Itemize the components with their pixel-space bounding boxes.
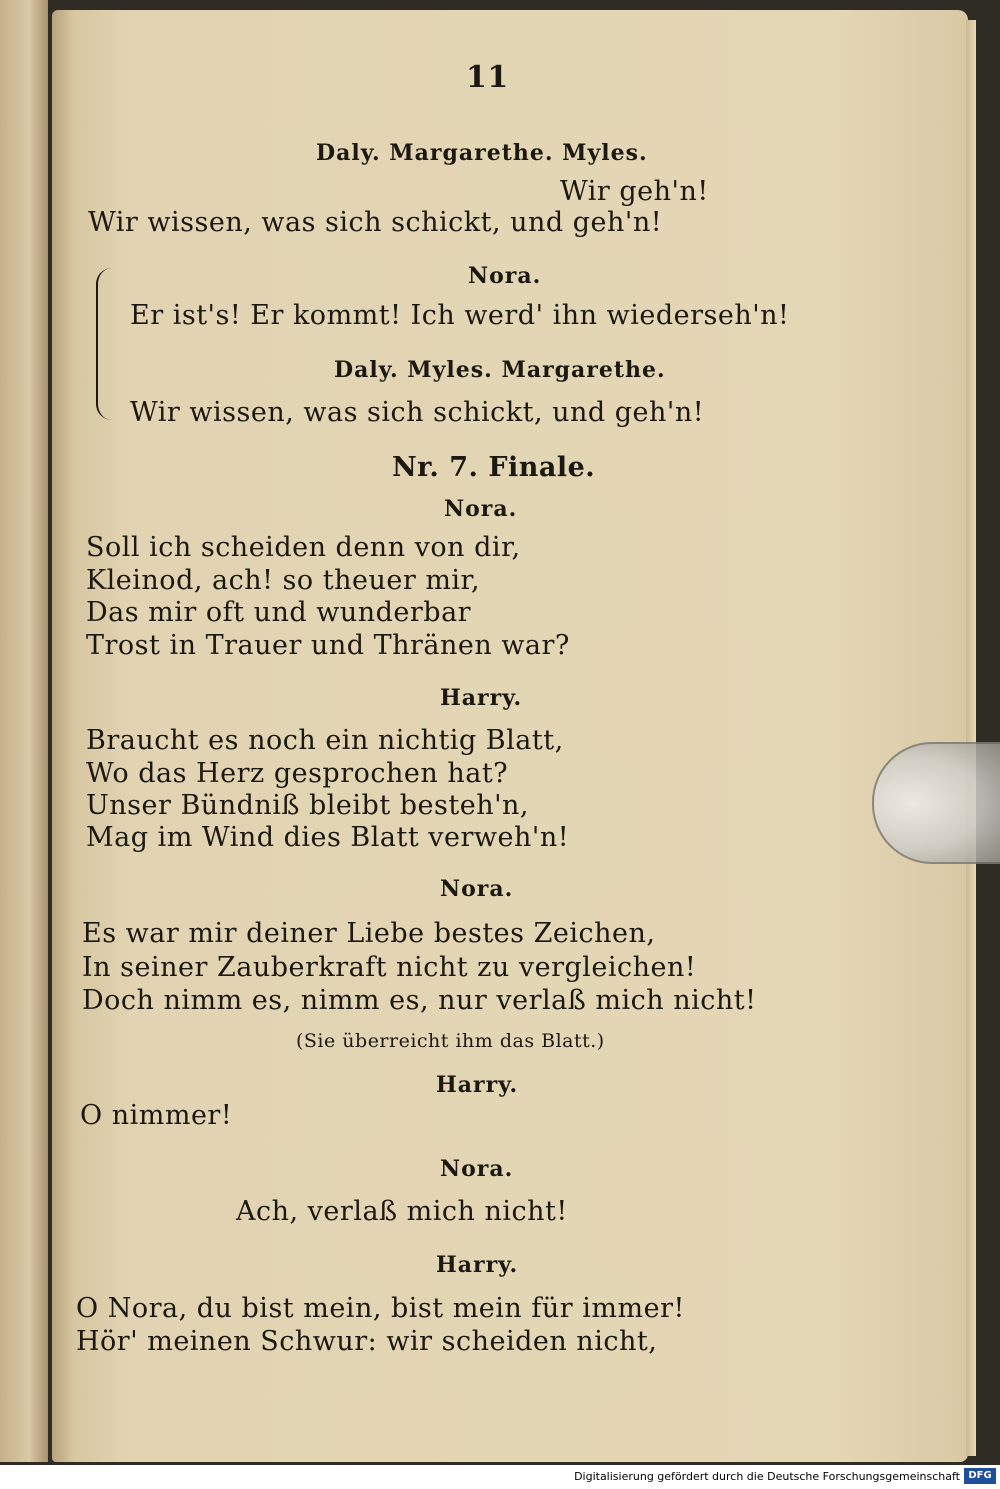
facing-page-edge xyxy=(0,0,48,1462)
verse-line: Kleinod, ach! so theuer mir, xyxy=(86,565,481,596)
verse-line: Wo das Herz gesprochen hat? xyxy=(86,758,509,789)
footer-bar xyxy=(0,1465,1000,1489)
speaker-heading: Nora. xyxy=(440,876,514,902)
page-stack-edge xyxy=(966,20,976,1456)
dfg-logo: DFG xyxy=(964,1468,996,1484)
speaker-heading: Daly. Myles. Margarethe. xyxy=(334,357,666,383)
verse-line: O Nora, du bist mein, bist mein für immer! xyxy=(76,1293,685,1324)
speaker-heading: Harry. xyxy=(436,1072,519,1098)
speaker-heading: Harry. xyxy=(436,1252,519,1278)
verse-line: Trost in Trauer und Thränen war? xyxy=(86,630,570,661)
verse-line: Es war mir deiner Liebe bestes Zeichen, xyxy=(82,918,656,949)
funding-credit: Digitalisierung gefördert durch die Deutsche Forschungsgemeinschaft xyxy=(574,1470,960,1483)
verse-line: In seiner Zauberkraft nicht zu vergleichen! xyxy=(82,952,697,983)
speaker-heading: Nora. xyxy=(444,496,518,522)
speaker-heading: Daly. Margarethe. Myles. xyxy=(316,140,648,166)
verse-line: Das mir oft und wunderbar xyxy=(86,597,472,628)
verse-line: Mag im Wind dies Blatt verweh'n! xyxy=(86,822,570,853)
verse-line: Wir geh'n! xyxy=(560,176,709,207)
verse-line: Hör' meinen Schwur: wir scheiden nicht, xyxy=(76,1326,658,1357)
verse-line: Unser Bündniß bleibt besteh'n, xyxy=(86,790,529,821)
ensemble-brace xyxy=(96,268,112,420)
verse-line: Wir wissen, was sich schickt, und geh'n! xyxy=(88,207,663,238)
verse-line: Er ist's! Er kommt! Ich werd' ihn wiederseh'n! xyxy=(130,300,790,331)
speaker-heading: Nora. xyxy=(440,1156,514,1182)
speaker-heading: Nora. xyxy=(468,263,542,289)
page-clip xyxy=(872,742,1000,864)
verse-line: Wir wissen, was sich schickt, und geh'n! xyxy=(130,397,705,428)
speaker-heading: Harry. xyxy=(440,685,523,711)
verse-line: Ach, verlaß mich nicht! xyxy=(236,1196,568,1227)
stage-direction: (Sie überreicht ihm das Blatt.) xyxy=(296,1030,605,1052)
verse-line: O nimmer! xyxy=(80,1100,233,1131)
verse-line: Doch nimm es, nimm es, nur verlaß mich nicht! xyxy=(82,985,757,1016)
section-heading: Nr. 7. Finale. xyxy=(392,452,596,483)
verse-line: Soll ich scheiden denn von dir, xyxy=(86,532,521,563)
page-number: 11 xyxy=(466,60,509,95)
verse-line: Braucht es noch ein nichtig Blatt, xyxy=(86,725,564,756)
